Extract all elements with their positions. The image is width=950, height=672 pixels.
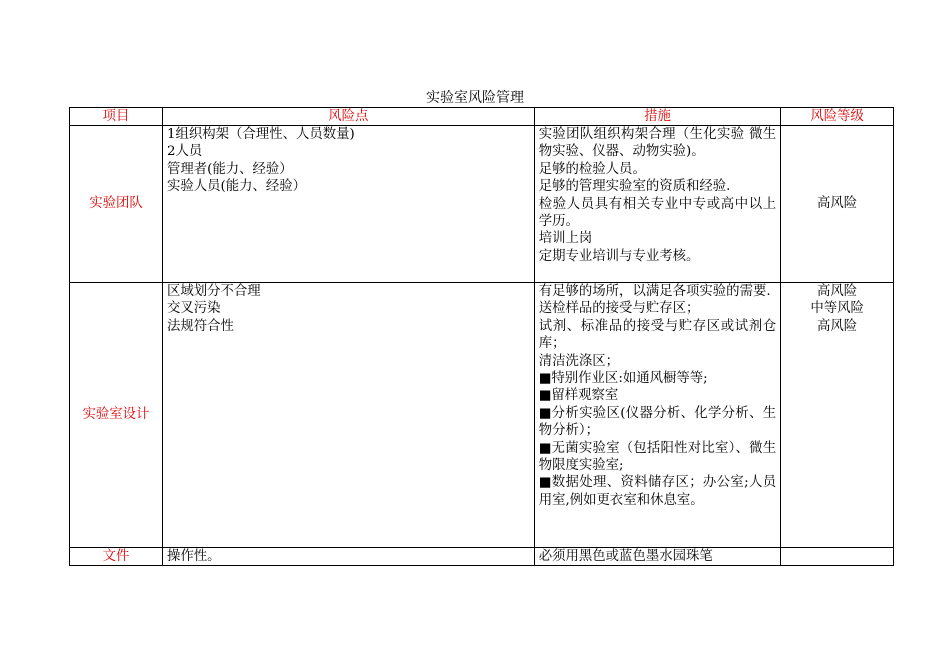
document-title: 实验室风险管理 (426, 90, 524, 106)
risk-level-value: 中等风险 (810, 301, 864, 317)
risk-point-line: 管理者(能力、经验） (166, 161, 293, 177)
header-risk-level: 风险等级 (781, 108, 894, 126)
risk-level-value: 高风险 (817, 196, 858, 212)
risk-point-line: 1组织构架（合理性、人员数量) (166, 127, 355, 142)
measure-line: 足够的管理实验室的资质和经验. (538, 179, 731, 195)
measure-line: 送检样品的接受与贮存区； (538, 301, 700, 317)
table-row (70, 126, 894, 283)
risk-point-cell (162, 283, 534, 548)
measure-line: ■特别作业区:如通风橱等等; (538, 371, 708, 387)
item-cell: 文件 (70, 548, 163, 566)
table-header-row (70, 108, 894, 126)
measure-line: ■数据处理、资料储存区；办公室;人员用室,例如更衣室和休息室。 (538, 475, 777, 508)
table-row (70, 283, 894, 548)
risk-level-value: 高风险 (817, 318, 858, 334)
measure-line: 实验团队组织构架合理（生化实验 微生物实验、仪器、动物实验)。 (538, 127, 777, 160)
measures-cell (534, 548, 780, 566)
measures-cell (534, 126, 780, 283)
header-item: 项目 (70, 108, 163, 126)
measure-line: 清洁洗涤区； (538, 353, 620, 369)
item-cell: 实验室设计 (70, 283, 163, 548)
header-risk-point: 风险点 (162, 108, 534, 126)
measure-line: 培训上岗 (538, 231, 593, 247)
risk-point-line: 2人员 (166, 144, 203, 160)
risk-point-line: 区域划分不合理 (166, 284, 261, 299)
table-row (70, 548, 894, 566)
risk-point-line: 操作性。 (166, 549, 221, 564)
measure-line: 试剂、标准品的接受与贮存区或试剂仓库； (538, 318, 777, 352)
measure-line: 必须用黑色或蓝色墨水园珠笔 (538, 549, 713, 564)
header-measures: 措施 (534, 108, 780, 126)
measure-line: ■分析实验区(仪器分析、化学分析、生物分析）； (538, 405, 777, 439)
risk-point-cell (162, 126, 534, 283)
risk-point-line: 法规符合性 (166, 318, 234, 334)
item-cell: 实验团队 (70, 126, 163, 283)
measures-cell (534, 283, 780, 548)
risk-level-value: 高风险 (817, 284, 858, 299)
risk-level-cell (781, 283, 894, 548)
measure-line: ■留样观察室 (538, 388, 619, 404)
measure-line: 定期专业培训与专业考核。 (538, 248, 700, 264)
risk-point-line: 实验人员(能力、经验） (166, 179, 307, 195)
measure-line: ■无菌实验室（包括阳性对比室）、微生物限度实验室; (538, 440, 777, 474)
risk-level-cell (781, 126, 894, 283)
risk-management-table (69, 107, 894, 566)
risk-point-cell (162, 548, 534, 566)
measure-line: 有足够的场所，以满足各项实验的需要. (538, 284, 771, 299)
measure-line: 足够的检验人员。 (538, 161, 646, 177)
measure-line: 检验人员具有相关专业中专或高中以上学历。 (538, 196, 777, 230)
risk-level-cell (781, 548, 894, 566)
risk-point-line: 交叉污染 (166, 301, 221, 317)
